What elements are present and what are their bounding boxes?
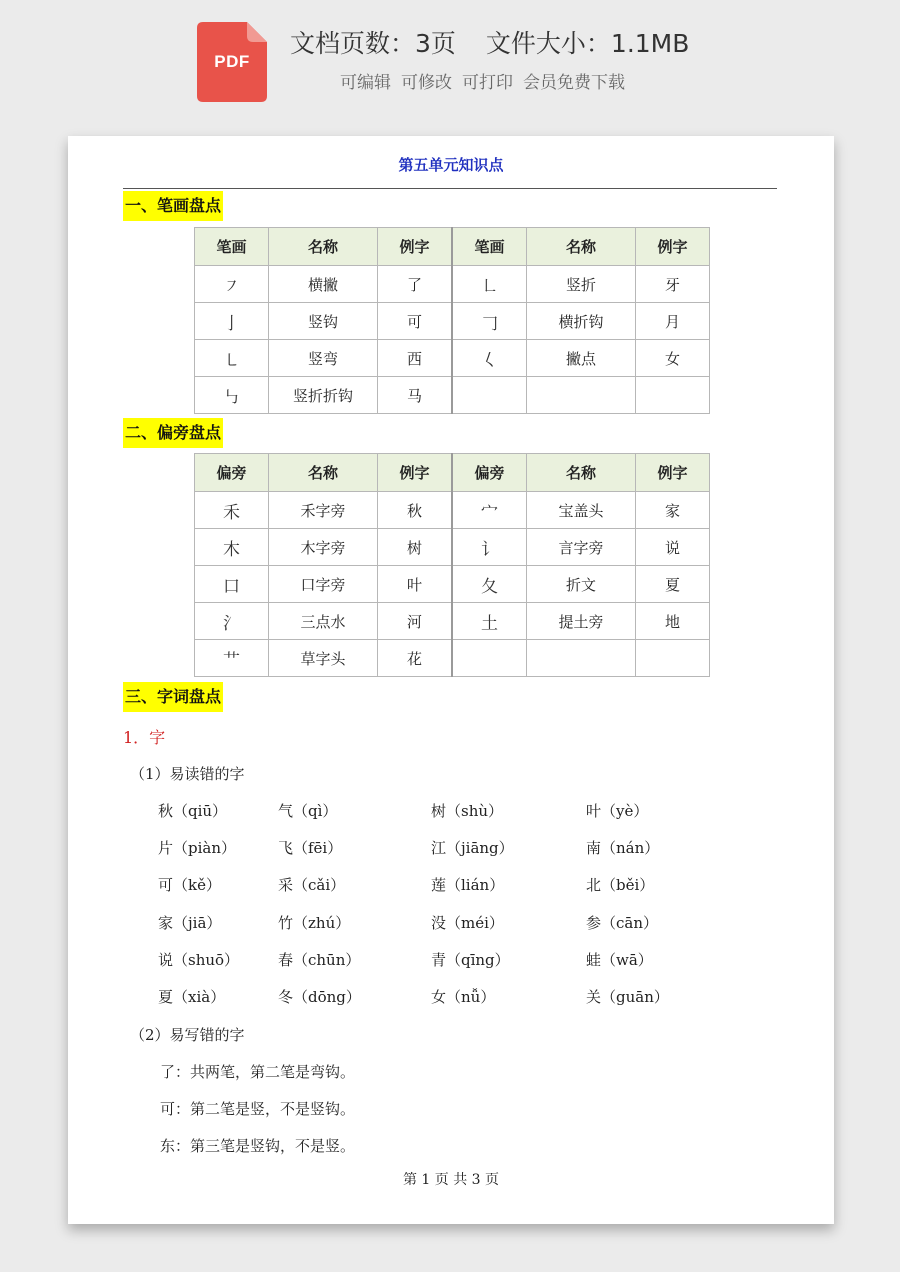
table-row — [195, 640, 710, 677]
file-size: 文件大小：1.1MB — [485, 29, 690, 58]
misread-characters-heading: （1）易读错的字 — [130, 765, 245, 783]
example-cell — [636, 377, 710, 414]
header-cell: 例字 — [636, 454, 710, 492]
radical-cell: 木 — [195, 529, 269, 566]
writing-note: 可：第二笔是竖，不是竖钩。 — [160, 1100, 356, 1118]
name-cell: 竖折 — [527, 266, 636, 303]
section-words-heading: 三、字词盘点 — [123, 682, 223, 712]
radical-cell: 讠 — [452, 529, 527, 566]
table-row — [195, 492, 710, 529]
table-row — [195, 377, 710, 414]
reading-item: 说（shuō） — [158, 951, 240, 969]
table-row — [195, 340, 710, 377]
example-cell: 树 — [378, 529, 453, 566]
stroke-cell: 亅 — [195, 303, 269, 340]
subsection-characters: 1．字 — [123, 728, 166, 747]
writing-note: 了：共两笔，第二笔是弯钩。 — [160, 1063, 356, 1081]
reading-item: 关（guān） — [586, 988, 669, 1006]
document-title: 第五单元知识点 — [398, 156, 504, 174]
name-cell: 折文 — [527, 566, 636, 603]
name-cell: 三点水 — [269, 603, 378, 640]
example-cell: 花 — [378, 640, 453, 677]
stroke-cell: ㇗ — [452, 266, 527, 303]
name-cell: 提土旁 — [527, 603, 636, 640]
section-strokes-heading: 一、笔画盘点 — [123, 191, 223, 221]
header-cell: 例字 — [636, 228, 710, 266]
reading-item: 莲（lián） — [431, 876, 505, 894]
pdf-file-icon — [197, 22, 267, 102]
radical-cell: 土 — [452, 603, 527, 640]
stroke-cell — [452, 377, 527, 414]
name-cell: 草字头 — [269, 640, 378, 677]
table-row — [195, 303, 710, 340]
feature-member-download: 会员免费下载 — [523, 73, 625, 93]
reading-item: 女（nǚ） — [431, 988, 496, 1006]
header-cell: 偏旁 — [195, 454, 269, 492]
radical-cell: 禾 — [195, 492, 269, 529]
table-row — [195, 566, 710, 603]
example-cell: 了 — [378, 266, 453, 303]
stroke-cell: ㇄ — [195, 340, 269, 377]
name-cell: 禾字旁 — [269, 492, 378, 529]
reading-item: 秋（qiū） — [158, 802, 228, 820]
example-cell — [636, 640, 710, 677]
table-row — [195, 529, 710, 566]
header-cell: 名称 — [269, 454, 378, 492]
table-row — [195, 603, 710, 640]
section-radicals-heading: 二、偏旁盘点 — [123, 418, 223, 448]
reading-item: 家（jiā） — [158, 914, 222, 932]
name-cell: 竖折折钩 — [269, 377, 378, 414]
reading-item: 蛙（wā） — [586, 951, 653, 969]
example-cell: 地 — [636, 603, 710, 640]
radical-cell — [452, 640, 527, 677]
header-cell: 名称 — [269, 228, 378, 266]
radical-cell: 艹 — [195, 640, 269, 677]
header-cell: 例字 — [378, 228, 453, 266]
header-cell: 笔画 — [452, 228, 527, 266]
reading-item: 没（méi） — [431, 914, 504, 932]
reading-item: 飞（fēi） — [278, 839, 343, 857]
feature-printable: 可打印 — [462, 73, 513, 93]
header-cell: 例字 — [378, 454, 453, 492]
example-cell: 女 — [636, 340, 710, 377]
stroke-cell: ㇇ — [195, 266, 269, 303]
feature-modifiable: 可修改 — [401, 73, 452, 93]
table-header-row — [195, 228, 710, 266]
reading-item: 参（cān） — [586, 914, 659, 932]
reading-item: 可（kě） — [158, 876, 221, 894]
name-cell: 横撇 — [269, 266, 378, 303]
stroke-cell: ㇉ — [195, 377, 269, 414]
reading-item: 青（qīng） — [431, 951, 510, 969]
example-cell: 家 — [636, 492, 710, 529]
header-cell: 偏旁 — [452, 454, 527, 492]
example-cell: 西 — [378, 340, 453, 377]
writing-note: 东：第三笔是竖钩，不是竖。 — [160, 1137, 356, 1155]
name-cell: 横折钩 — [527, 303, 636, 340]
radical-cell: 口 — [195, 566, 269, 603]
example-cell: 牙 — [636, 266, 710, 303]
table-header-row — [195, 454, 710, 492]
feature-editable: 可编辑 — [340, 73, 391, 93]
strokes-table — [194, 227, 710, 414]
reading-item: 竹（zhú） — [278, 914, 351, 932]
pdf-icon-label: PDF — [214, 52, 250, 71]
page-number-footer: 第 1 页 共 3 页 — [402, 1172, 500, 1188]
reading-item: 叶（yè） — [586, 802, 649, 820]
name-cell: 言字旁 — [527, 529, 636, 566]
radical-cell: 氵 — [195, 603, 269, 640]
reading-item: 南（nán） — [586, 839, 660, 857]
reading-item: 春（chūn） — [278, 951, 361, 969]
header-cell: 笔画 — [195, 228, 269, 266]
stroke-cell: 𡿨 — [452, 340, 527, 377]
reading-item: 冬（dōng） — [278, 988, 361, 1006]
header-cell: 名称 — [527, 228, 636, 266]
radicals-table — [194, 453, 710, 677]
file-info-banner — [0, 0, 900, 120]
name-cell: 宝盖头 — [527, 492, 636, 529]
example-cell: 说 — [636, 529, 710, 566]
table-row — [195, 266, 710, 303]
file-meta — [290, 24, 689, 60]
reading-item: 江（jiāng） — [431, 839, 514, 857]
document-page — [68, 136, 834, 1224]
miswritten-characters-heading: （2）易写错的字 — [130, 1026, 245, 1044]
header-cell: 名称 — [527, 454, 636, 492]
radical-cell: 宀 — [452, 492, 527, 529]
name-cell: 口字旁 — [269, 566, 378, 603]
reading-item: 采（cǎi） — [278, 876, 346, 894]
reading-item: 气（qì） — [278, 802, 338, 820]
page-count: 文档页数：3页 — [290, 29, 456, 58]
example-cell: 叶 — [378, 566, 453, 603]
radical-cell: 夂 — [452, 566, 527, 603]
title-divider — [123, 188, 777, 189]
name-cell: 竖钩 — [269, 303, 378, 340]
name-cell: 撇点 — [527, 340, 636, 377]
example-cell: 秋 — [378, 492, 453, 529]
name-cell: 竖弯 — [269, 340, 378, 377]
reading-item: 树（shù） — [431, 802, 504, 820]
name-cell — [527, 377, 636, 414]
stroke-cell: 𠃌 — [452, 303, 527, 340]
reading-item: 夏（xià） — [158, 988, 226, 1006]
example-cell: 可 — [378, 303, 453, 340]
reading-item: 片（piàn） — [158, 839, 237, 857]
feature-list — [340, 68, 635, 93]
example-cell: 河 — [378, 603, 453, 640]
name-cell: 木字旁 — [269, 529, 378, 566]
example-cell: 马 — [378, 377, 453, 414]
reading-item: 北（běi） — [586, 876, 655, 894]
name-cell — [527, 640, 636, 677]
example-cell: 月 — [636, 303, 710, 340]
example-cell: 夏 — [636, 566, 710, 603]
